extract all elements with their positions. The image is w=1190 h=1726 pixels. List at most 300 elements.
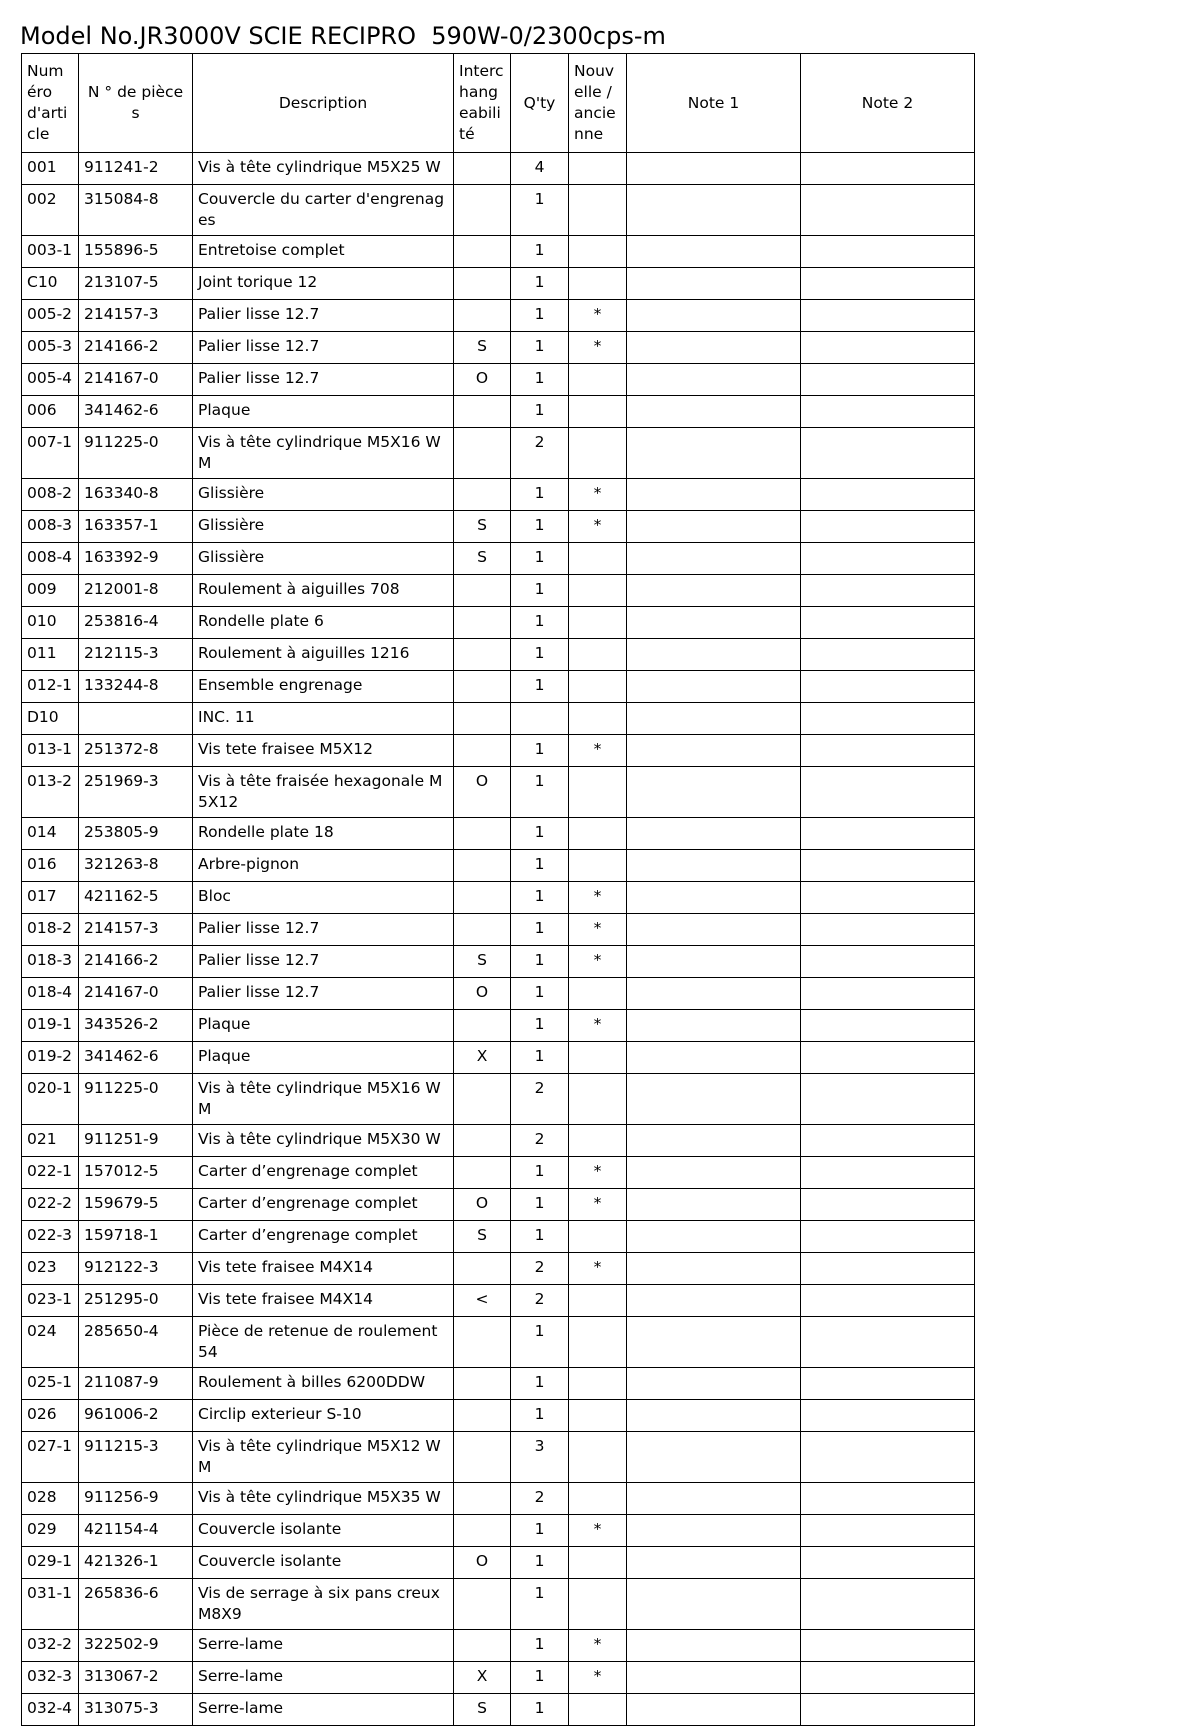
description-cell: Rondelle plate 18 bbox=[193, 818, 454, 850]
new-old-cell: * bbox=[569, 479, 627, 511]
new-old-cell bbox=[569, 1547, 627, 1579]
quantity-cell: 1 bbox=[511, 1515, 569, 1547]
part-number-cell: 133244-8 bbox=[79, 671, 193, 703]
quantity-cell: 1 bbox=[511, 607, 569, 639]
part-number-cell: 157012-5 bbox=[79, 1157, 193, 1189]
description-cell: Carter d’engrenage complet bbox=[193, 1157, 454, 1189]
note-2-cell bbox=[801, 1042, 975, 1074]
item-number-cell: 013-1 bbox=[22, 735, 79, 767]
part-number-cell: 341462-6 bbox=[79, 396, 193, 428]
new-old-cell bbox=[569, 1579, 627, 1630]
description-cell: Serre-lame bbox=[193, 1694, 454, 1726]
table-row bbox=[22, 1432, 975, 1483]
note-2-cell bbox=[801, 1694, 975, 1726]
interchangeability-cell bbox=[454, 1579, 511, 1630]
item-number-cell: D10 bbox=[22, 703, 79, 735]
note-2-cell bbox=[801, 543, 975, 575]
quantity-cell: 1 bbox=[511, 236, 569, 268]
item-number-cell: 005-4 bbox=[22, 364, 79, 396]
header-quantity: Q'ty bbox=[511, 54, 569, 153]
note-2-cell bbox=[801, 575, 975, 607]
item-number-cell: 029-1 bbox=[22, 1547, 79, 1579]
item-number-cell: 032-2 bbox=[22, 1630, 79, 1662]
new-old-cell bbox=[569, 818, 627, 850]
note-1-cell bbox=[627, 1253, 801, 1285]
interchangeability-cell: S bbox=[454, 946, 511, 978]
interchangeability-cell: S bbox=[454, 1221, 511, 1253]
new-old-cell bbox=[569, 543, 627, 575]
item-number-cell: 027-1 bbox=[22, 1432, 79, 1483]
note-2-cell bbox=[801, 1074, 975, 1125]
note-2-cell bbox=[801, 364, 975, 396]
parts-table bbox=[21, 53, 975, 1726]
item-number-cell: 008-2 bbox=[22, 479, 79, 511]
note-2-cell bbox=[801, 300, 975, 332]
note-1-cell bbox=[627, 1285, 801, 1317]
note-1-cell bbox=[627, 1042, 801, 1074]
interchangeability-cell: S bbox=[454, 543, 511, 575]
quantity-cell: 1 bbox=[511, 575, 569, 607]
description-cell: Vis de serrage à six pans creux M8X9 bbox=[193, 1579, 454, 1630]
new-old-cell: * bbox=[569, 735, 627, 767]
interchangeability-cell bbox=[454, 1125, 511, 1157]
description-cell: Plaque bbox=[193, 396, 454, 428]
new-old-cell bbox=[569, 1368, 627, 1400]
interchangeability-cell bbox=[454, 153, 511, 185]
note-2-cell bbox=[801, 639, 975, 671]
note-1-cell bbox=[627, 1630, 801, 1662]
note-2-cell bbox=[801, 1221, 975, 1253]
note-2-cell bbox=[801, 607, 975, 639]
new-old-cell bbox=[569, 428, 627, 479]
note-1-cell bbox=[627, 1432, 801, 1483]
note-2-cell bbox=[801, 1157, 975, 1189]
new-old-cell bbox=[569, 1285, 627, 1317]
table-header-row bbox=[22, 54, 975, 153]
interchangeability-cell bbox=[454, 671, 511, 703]
note-2-cell bbox=[801, 1010, 975, 1042]
table-row bbox=[22, 1125, 975, 1157]
note-2-cell bbox=[801, 268, 975, 300]
note-2-cell bbox=[801, 1317, 975, 1368]
part-number-cell: 214167-0 bbox=[79, 364, 193, 396]
note-1-cell bbox=[627, 1547, 801, 1579]
part-number-cell: 159718-1 bbox=[79, 1221, 193, 1253]
table-row bbox=[22, 1547, 975, 1579]
quantity-cell: 1 bbox=[511, 639, 569, 671]
quantity-cell: 1 bbox=[511, 1042, 569, 1074]
note-1-cell bbox=[627, 735, 801, 767]
note-1-cell bbox=[627, 575, 801, 607]
interchangeability-cell bbox=[454, 236, 511, 268]
item-number-cell: 018-3 bbox=[22, 946, 79, 978]
description-cell: Glissière bbox=[193, 479, 454, 511]
interchangeability-cell bbox=[454, 914, 511, 946]
table-row bbox=[22, 1221, 975, 1253]
table-row bbox=[22, 153, 975, 185]
note-2-cell bbox=[801, 1662, 975, 1694]
table-row bbox=[22, 1630, 975, 1662]
table-row bbox=[22, 1285, 975, 1317]
new-old-cell bbox=[569, 639, 627, 671]
new-old-cell bbox=[569, 364, 627, 396]
interchangeability-cell bbox=[454, 479, 511, 511]
item-number-cell: 022-1 bbox=[22, 1157, 79, 1189]
description-cell: Palier lisse 12.7 bbox=[193, 978, 454, 1010]
item-number-cell: 007-1 bbox=[22, 428, 79, 479]
note-1-cell bbox=[627, 268, 801, 300]
note-1-cell bbox=[627, 543, 801, 575]
table-row bbox=[22, 428, 975, 479]
note-1-cell bbox=[627, 479, 801, 511]
part-number-cell: 163357-1 bbox=[79, 511, 193, 543]
table-row bbox=[22, 1042, 975, 1074]
quantity-cell: 1 bbox=[511, 850, 569, 882]
quantity-cell: 1 bbox=[511, 1157, 569, 1189]
description-cell: Ensemble engrenage bbox=[193, 671, 454, 703]
item-number-cell: 005-3 bbox=[22, 332, 79, 364]
new-old-cell: * bbox=[569, 1630, 627, 1662]
new-old-cell: * bbox=[569, 1662, 627, 1694]
quantity-cell: 1 bbox=[511, 396, 569, 428]
quantity-cell: 2 bbox=[511, 1285, 569, 1317]
table-row bbox=[22, 1662, 975, 1694]
description-cell: Couvercle du carter d'engrenages bbox=[193, 185, 454, 236]
part-number-cell: 251295-0 bbox=[79, 1285, 193, 1317]
note-1-cell bbox=[627, 1010, 801, 1042]
note-2-cell bbox=[801, 978, 975, 1010]
description-cell: Plaque bbox=[193, 1010, 454, 1042]
table-row bbox=[22, 850, 975, 882]
item-number-cell: 028 bbox=[22, 1483, 79, 1515]
item-number-cell: 002 bbox=[22, 185, 79, 236]
interchangeability-cell bbox=[454, 1368, 511, 1400]
part-number-cell: 321263-8 bbox=[79, 850, 193, 882]
note-1-cell bbox=[627, 607, 801, 639]
quantity-cell: 1 bbox=[511, 511, 569, 543]
note-1-cell bbox=[627, 1317, 801, 1368]
quantity-cell: 1 bbox=[511, 1010, 569, 1042]
note-1-cell bbox=[627, 767, 801, 818]
table-row bbox=[22, 396, 975, 428]
quantity-cell: 1 bbox=[511, 300, 569, 332]
description-cell: Glissière bbox=[193, 543, 454, 575]
table-row bbox=[22, 543, 975, 575]
item-number-cell: 023-1 bbox=[22, 1285, 79, 1317]
table-row bbox=[22, 1515, 975, 1547]
quantity-cell: 2 bbox=[511, 1483, 569, 1515]
description-cell: Vis tete fraisee M5X12 bbox=[193, 735, 454, 767]
part-number-cell: 214157-3 bbox=[79, 914, 193, 946]
new-old-cell: * bbox=[569, 1010, 627, 1042]
table-row bbox=[22, 1400, 975, 1432]
item-number-cell: 023 bbox=[22, 1253, 79, 1285]
table-row bbox=[22, 1074, 975, 1125]
description-cell: Vis à tête cylindrique M5X25 W bbox=[193, 153, 454, 185]
part-number-cell: 163340-8 bbox=[79, 479, 193, 511]
note-2-cell bbox=[801, 1125, 975, 1157]
description-cell: Palier lisse 12.7 bbox=[193, 364, 454, 396]
table-row bbox=[22, 1694, 975, 1726]
note-1-cell bbox=[627, 1694, 801, 1726]
new-old-cell bbox=[569, 1042, 627, 1074]
interchangeability-cell bbox=[454, 1010, 511, 1042]
header-item-number: Numéro d'article bbox=[22, 54, 79, 153]
quantity-cell: 2 bbox=[511, 1125, 569, 1157]
description-cell: Carter d’engrenage complet bbox=[193, 1189, 454, 1221]
part-number-cell: 285650-4 bbox=[79, 1317, 193, 1368]
new-old-cell bbox=[569, 153, 627, 185]
interchangeability-cell bbox=[454, 882, 511, 914]
interchangeability-cell: O bbox=[454, 1547, 511, 1579]
description-cell: Vis tete fraisee M4X14 bbox=[193, 1253, 454, 1285]
note-1-cell bbox=[627, 1483, 801, 1515]
description-cell: Carter d’engrenage complet bbox=[193, 1221, 454, 1253]
new-old-cell bbox=[569, 185, 627, 236]
part-number-cell: 421162-5 bbox=[79, 882, 193, 914]
note-1-cell bbox=[627, 1125, 801, 1157]
quantity-cell: 1 bbox=[511, 1368, 569, 1400]
description-cell: Pièce de retenue de roulement 54 bbox=[193, 1317, 454, 1368]
interchangeability-cell bbox=[454, 1483, 511, 1515]
quantity-cell: 1 bbox=[511, 268, 569, 300]
note-2-cell bbox=[801, 671, 975, 703]
part-number-cell: 315084-8 bbox=[79, 185, 193, 236]
quantity-cell: 1 bbox=[511, 1189, 569, 1221]
quantity-cell bbox=[511, 703, 569, 735]
interchangeability-cell bbox=[454, 396, 511, 428]
quantity-cell: 2 bbox=[511, 1253, 569, 1285]
interchangeability-cell: O bbox=[454, 1189, 511, 1221]
description-cell: Palier lisse 12.7 bbox=[193, 332, 454, 364]
item-number-cell: 016 bbox=[22, 850, 79, 882]
part-number-cell: 911256-9 bbox=[79, 1483, 193, 1515]
interchangeability-cell: O bbox=[454, 767, 511, 818]
quantity-cell: 1 bbox=[511, 946, 569, 978]
quantity-cell: 2 bbox=[511, 1074, 569, 1125]
quantity-cell: 1 bbox=[511, 1547, 569, 1579]
description-cell: Joint torique 12 bbox=[193, 268, 454, 300]
table-row bbox=[22, 767, 975, 818]
table-row bbox=[22, 978, 975, 1010]
new-old-cell bbox=[569, 1221, 627, 1253]
item-number-cell: 024 bbox=[22, 1317, 79, 1368]
quantity-cell: 1 bbox=[511, 818, 569, 850]
note-2-cell bbox=[801, 767, 975, 818]
note-1-cell bbox=[627, 639, 801, 671]
item-number-cell: 018-2 bbox=[22, 914, 79, 946]
note-1-cell bbox=[627, 818, 801, 850]
note-1-cell bbox=[627, 882, 801, 914]
quantity-cell: 3 bbox=[511, 1432, 569, 1483]
description-cell: Vis à tête fraisée hexagonale M5X12 bbox=[193, 767, 454, 818]
part-number-cell: 214166-2 bbox=[79, 332, 193, 364]
item-number-cell: 008-4 bbox=[22, 543, 79, 575]
note-1-cell bbox=[627, 1515, 801, 1547]
part-number-cell: 911225-0 bbox=[79, 428, 193, 479]
item-number-cell: 031-1 bbox=[22, 1579, 79, 1630]
interchangeability-cell bbox=[454, 575, 511, 607]
note-2-cell bbox=[801, 1483, 975, 1515]
quantity-cell: 1 bbox=[511, 1662, 569, 1694]
item-number-cell: 019-2 bbox=[22, 1042, 79, 1074]
note-2-cell bbox=[801, 1285, 975, 1317]
part-number-cell: 421154-4 bbox=[79, 1515, 193, 1547]
table-row bbox=[22, 1253, 975, 1285]
part-number-cell: 265836-6 bbox=[79, 1579, 193, 1630]
item-number-cell: 022-2 bbox=[22, 1189, 79, 1221]
interchangeability-cell bbox=[454, 818, 511, 850]
header-note-2: Note 2 bbox=[801, 54, 975, 153]
table-row bbox=[22, 300, 975, 332]
header-new-old: Nouvelle / ancienne bbox=[569, 54, 627, 153]
quantity-cell: 2 bbox=[511, 428, 569, 479]
item-number-cell: 008-3 bbox=[22, 511, 79, 543]
header-description: Description bbox=[193, 54, 454, 153]
quantity-cell: 1 bbox=[511, 185, 569, 236]
table-row bbox=[22, 1157, 975, 1189]
note-1-cell bbox=[627, 1368, 801, 1400]
part-number-cell: 251969-3 bbox=[79, 767, 193, 818]
note-2-cell bbox=[801, 1547, 975, 1579]
part-number-cell: 313067-2 bbox=[79, 1662, 193, 1694]
part-number-cell: 911251-9 bbox=[79, 1125, 193, 1157]
note-2-cell bbox=[801, 1432, 975, 1483]
description-cell: Roulement à aiguilles 708 bbox=[193, 575, 454, 607]
note-1-cell bbox=[627, 1074, 801, 1125]
interchangeability-cell: X bbox=[454, 1042, 511, 1074]
table-row bbox=[22, 575, 975, 607]
interchangeability-cell: < bbox=[454, 1285, 511, 1317]
note-1-cell bbox=[627, 1221, 801, 1253]
quantity-cell: 1 bbox=[511, 1221, 569, 1253]
interchangeability-cell: O bbox=[454, 364, 511, 396]
new-old-cell bbox=[569, 1432, 627, 1483]
quantity-cell: 1 bbox=[511, 364, 569, 396]
quantity-cell: 1 bbox=[511, 543, 569, 575]
new-old-cell bbox=[569, 268, 627, 300]
note-1-cell bbox=[627, 428, 801, 479]
item-number-cell: 009 bbox=[22, 575, 79, 607]
description-cell: Circlip exterieur S-10 bbox=[193, 1400, 454, 1432]
description-cell: Vis tete fraisee M4X14 bbox=[193, 1285, 454, 1317]
note-2-cell bbox=[801, 818, 975, 850]
item-number-cell: 025-1 bbox=[22, 1368, 79, 1400]
item-number-cell: 021 bbox=[22, 1125, 79, 1157]
description-cell: Vis à tête cylindrique M5X30 W bbox=[193, 1125, 454, 1157]
description-cell: Serre-lame bbox=[193, 1630, 454, 1662]
note-1-cell bbox=[627, 332, 801, 364]
part-number-cell: 911215-3 bbox=[79, 1432, 193, 1483]
item-number-cell: 011 bbox=[22, 639, 79, 671]
note-2-cell bbox=[801, 1630, 975, 1662]
part-number-cell: 421326-1 bbox=[79, 1547, 193, 1579]
table-row bbox=[22, 735, 975, 767]
new-old-cell bbox=[569, 703, 627, 735]
interchangeability-cell bbox=[454, 1432, 511, 1483]
quantity-cell: 1 bbox=[511, 1630, 569, 1662]
table-row bbox=[22, 364, 975, 396]
quantity-cell: 1 bbox=[511, 767, 569, 818]
item-number-cell: C10 bbox=[22, 268, 79, 300]
item-number-cell: 001 bbox=[22, 153, 79, 185]
part-number-cell: 163392-9 bbox=[79, 543, 193, 575]
note-2-cell bbox=[801, 332, 975, 364]
new-old-cell bbox=[569, 575, 627, 607]
item-number-cell: 012-1 bbox=[22, 671, 79, 703]
description-cell: Arbre-pignon bbox=[193, 850, 454, 882]
interchangeability-cell bbox=[454, 703, 511, 735]
description-cell: Serre-lame bbox=[193, 1662, 454, 1694]
table-row bbox=[22, 511, 975, 543]
note-1-cell bbox=[627, 671, 801, 703]
part-number-cell: 322502-9 bbox=[79, 1630, 193, 1662]
part-number-cell: 253816-4 bbox=[79, 607, 193, 639]
note-1-cell bbox=[627, 396, 801, 428]
item-number-cell: 013-2 bbox=[22, 767, 79, 818]
note-2-cell bbox=[801, 914, 975, 946]
description-cell: Couvercle isolante bbox=[193, 1547, 454, 1579]
part-number-cell: 212001-8 bbox=[79, 575, 193, 607]
note-2-cell bbox=[801, 1368, 975, 1400]
interchangeability-cell bbox=[454, 268, 511, 300]
interchangeability-cell: S bbox=[454, 1694, 511, 1726]
note-1-cell bbox=[627, 978, 801, 1010]
item-number-cell: 010 bbox=[22, 607, 79, 639]
interchangeability-cell bbox=[454, 428, 511, 479]
table-row bbox=[22, 818, 975, 850]
table-row bbox=[22, 1579, 975, 1630]
interchangeability-cell bbox=[454, 300, 511, 332]
part-number-cell: 912122-3 bbox=[79, 1253, 193, 1285]
note-1-cell bbox=[627, 185, 801, 236]
description-cell: Roulement à aiguilles 1216 bbox=[193, 639, 454, 671]
new-old-cell: * bbox=[569, 1189, 627, 1221]
part-number-cell: 211087-9 bbox=[79, 1368, 193, 1400]
description-cell: Glissière bbox=[193, 511, 454, 543]
interchangeability-cell bbox=[454, 185, 511, 236]
new-old-cell: * bbox=[569, 914, 627, 946]
new-old-cell bbox=[569, 607, 627, 639]
new-old-cell bbox=[569, 978, 627, 1010]
note-2-cell bbox=[801, 1579, 975, 1630]
table-row bbox=[22, 236, 975, 268]
quantity-cell: 1 bbox=[511, 479, 569, 511]
interchangeability-cell bbox=[454, 607, 511, 639]
quantity-cell: 1 bbox=[511, 1694, 569, 1726]
table-row bbox=[22, 185, 975, 236]
item-number-cell: 006 bbox=[22, 396, 79, 428]
note-2-cell bbox=[801, 1515, 975, 1547]
new-old-cell bbox=[569, 1694, 627, 1726]
header-part-number: N ° de pièces bbox=[79, 54, 193, 153]
note-2-cell bbox=[801, 428, 975, 479]
quantity-cell: 1 bbox=[511, 978, 569, 1010]
interchangeability-cell: S bbox=[454, 332, 511, 364]
part-number-cell: 214167-0 bbox=[79, 978, 193, 1010]
part-number-cell: 214157-3 bbox=[79, 300, 193, 332]
header-interchangeability: Interchangeabilité bbox=[454, 54, 511, 153]
interchangeability-cell: X bbox=[454, 1662, 511, 1694]
note-1-cell bbox=[627, 236, 801, 268]
table-row bbox=[22, 332, 975, 364]
note-2-cell bbox=[801, 1189, 975, 1221]
item-number-cell: 032-3 bbox=[22, 1662, 79, 1694]
new-old-cell: * bbox=[569, 511, 627, 543]
note-2-cell bbox=[801, 396, 975, 428]
interchangeability-cell bbox=[454, 850, 511, 882]
table-row bbox=[22, 671, 975, 703]
